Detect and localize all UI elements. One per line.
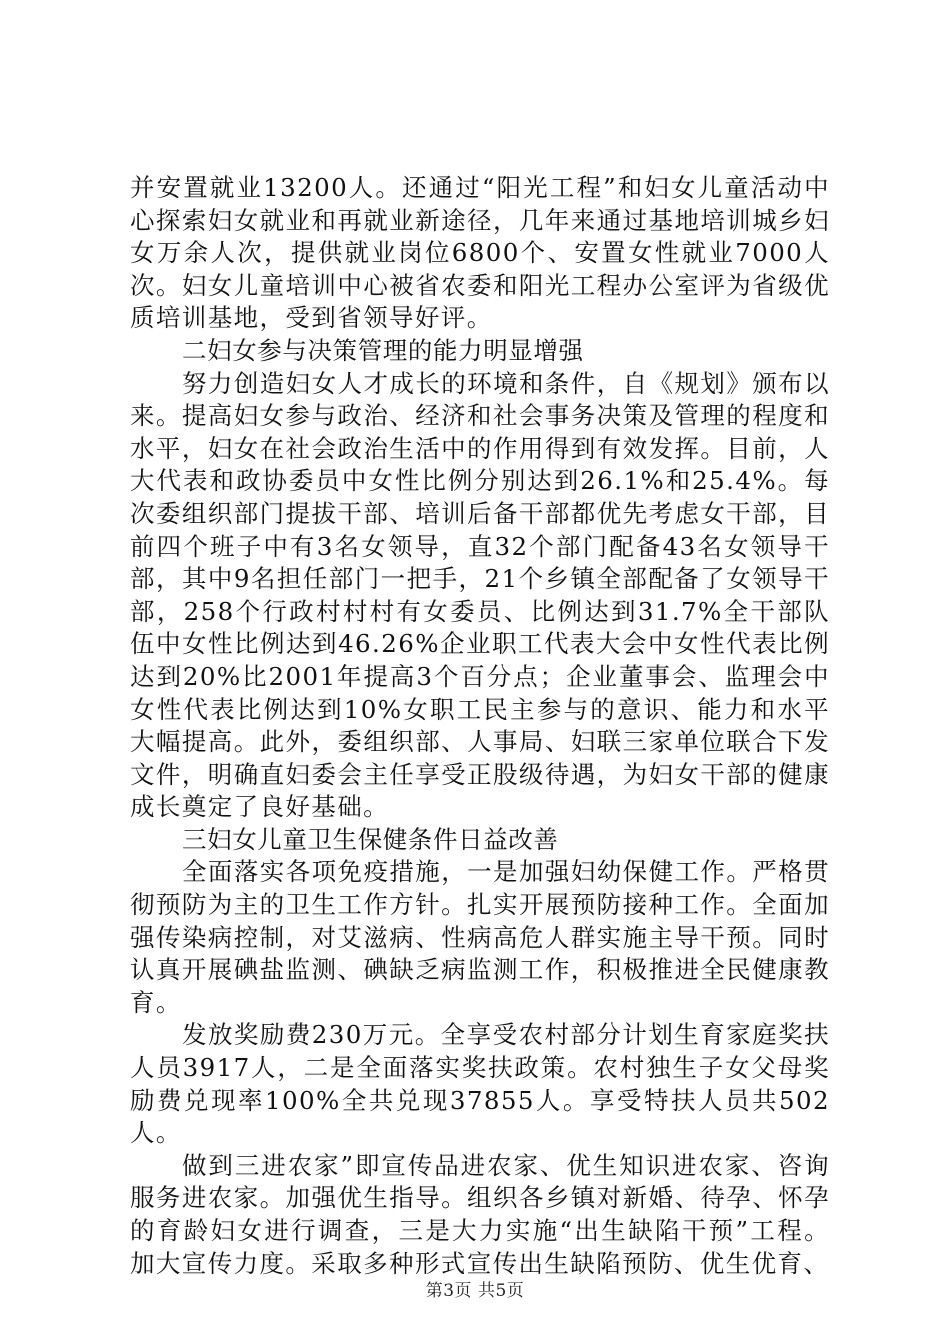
page-number-footer: 第3页 共5页 xyxy=(425,1281,525,1301)
section-heading-3: 三妇女儿童卫生保健条件日益改善 xyxy=(182,824,559,854)
section-heading-2: 二妇女参与决策管理的能力明显增强 xyxy=(182,335,584,365)
paragraph-decision-making: 努力创造妇女人才成长的环境和条件，自《规划》颁布以来。提高妇女参与政治、经济和社会事务决策及管理的程度和水平，妇女在社会政治生活中的作用得到有效发挥。目前，人大代表和政协委员中女性比例分别达到26.1%和25.4%。每次委组织部门提拔干部、培训后备干部都优先考虑女干部，目前四个班子中有3名女领导，直32个部门配备43名女领导干部，其中9名担任部门一把手，21个乡镇全部配备了女领导干部，258个行政村村村有女委员、比例达到31.7%全干部队伍中女性比例达到46.26%企业职工代表大会中女性代表比例达到20%比2001年提高3个百分点；企业董事会、监理会中女性代表比例达到10%女职工民主参与的意识、能力和水平大幅提高。此外，委组织部、人事局、妇联三家单位联合下发文件，明确直妇委会主任享受正股级待遇，为妇女干部的健康成长奠定了良好基础。 xyxy=(130,368,830,822)
paragraph-rewards: 发放奖励费230万元。全享受农村部分计划生育家庭奖扶人员3917人，二是全面落实奖扶政策。农村独生子女父母奖励费兑现率100%全共兑现37855人。享受特扶人员共502人。 xyxy=(130,1020,830,1148)
paragraph-immunization: 全面落实各项免疫措施，一是加强妇幼保健工作。严格贯彻预防为主的卫生工作方针。扎实开展预防接种工作。全面加强传染病控制，对艾滋病、性病高危人群实施主导干预。同时认真开展碘盐监测、碘缺乏病监测工作，积极推进全民健康教育。 xyxy=(130,857,830,1017)
paragraph-birth-defects: 做到三进农家”即宣传品进农家、优生知识进农家、咨询服务进农家。加强优生指导。组织各乡镇对新婚、待孕、怀孕的育龄妇女进行调查，三是大力实施“出生缺陷干预”工程。加大宣传力度。采取多种形式宣传出生缺陷预防、优生优育、 xyxy=(130,1150,830,1278)
paragraph-employment: 并安置就业13200人。还通过“阳光工程”和妇女儿童活动中心探索妇女就业和再就业新途径，几年来通过基地培训城乡妇女万余人次，提供就业岗位6800个、安置女性就业7000人次。妇女儿童培训中心被省农委和阳光工程办公室评为省级优质培训基地，受到省领导好评。 xyxy=(130,173,830,333)
document-body xyxy=(130,172,830,1280)
